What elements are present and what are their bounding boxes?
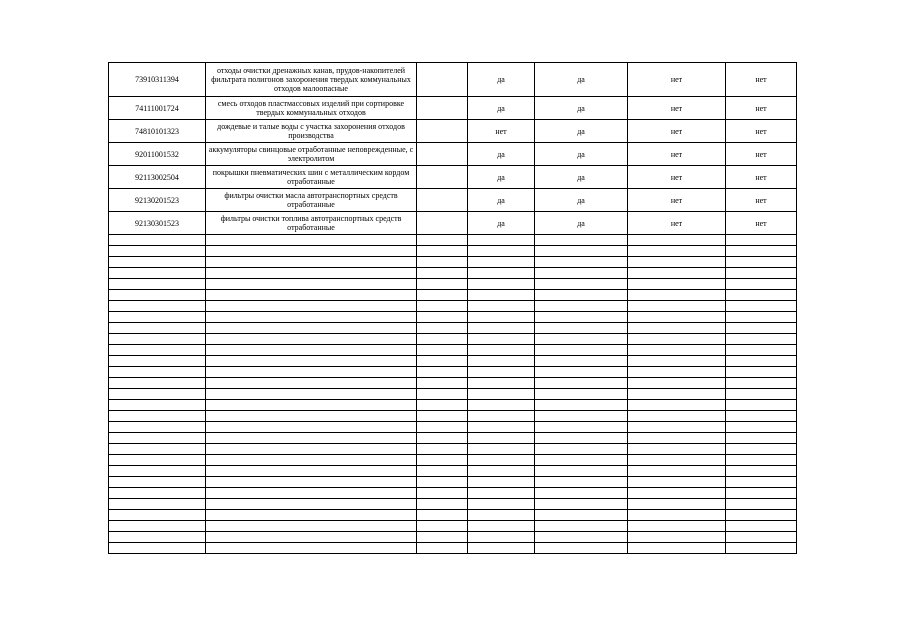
empty-cell — [628, 499, 726, 510]
empty-cell — [468, 532, 535, 543]
empty-cell — [206, 411, 417, 422]
value-cell: да — [535, 97, 628, 120]
value-cell: нет — [726, 63, 797, 97]
value-cell: нет — [628, 143, 726, 166]
empty-cell — [417, 521, 468, 532]
empty-cell — [535, 312, 628, 323]
empty-cell — [206, 543, 417, 554]
empty-row — [109, 411, 797, 422]
empty-row — [109, 268, 797, 279]
empty-cell — [628, 532, 726, 543]
table-row — [109, 63, 797, 97]
value-cell — [417, 189, 468, 212]
empty-cell — [109, 499, 206, 510]
empty-cell — [109, 400, 206, 411]
empty-cell — [628, 378, 726, 389]
table-row — [109, 189, 797, 212]
empty-cell — [417, 477, 468, 488]
empty-cell — [535, 466, 628, 477]
empty-cell — [109, 411, 206, 422]
empty-cell — [109, 312, 206, 323]
empty-cell — [535, 532, 628, 543]
empty-cell — [726, 356, 797, 367]
empty-cell — [628, 268, 726, 279]
empty-row — [109, 532, 797, 543]
empty-cell — [535, 488, 628, 499]
waste-code-cell: 74810101323 — [109, 120, 206, 143]
table-row — [109, 166, 797, 189]
empty-cell — [109, 510, 206, 521]
empty-cell — [468, 411, 535, 422]
empty-cell — [726, 246, 797, 257]
empty-cell — [468, 301, 535, 312]
empty-cell — [206, 257, 417, 268]
empty-cell — [468, 367, 535, 378]
empty-cell — [726, 411, 797, 422]
empty-cell — [417, 257, 468, 268]
empty-cell — [109, 356, 206, 367]
empty-row — [109, 488, 797, 499]
empty-cell — [628, 444, 726, 455]
empty-cell — [535, 290, 628, 301]
empty-cell — [726, 444, 797, 455]
empty-cell — [628, 301, 726, 312]
value-cell: да — [535, 189, 628, 212]
empty-cell — [726, 323, 797, 334]
value-cell: да — [535, 120, 628, 143]
empty-row — [109, 323, 797, 334]
empty-cell — [726, 279, 797, 290]
empty-cell — [726, 257, 797, 268]
empty-cell — [628, 422, 726, 433]
empty-cell — [468, 455, 535, 466]
empty-cell — [535, 257, 628, 268]
empty-cell — [417, 411, 468, 422]
empty-row — [109, 433, 797, 444]
empty-cell — [468, 389, 535, 400]
empty-cell — [535, 378, 628, 389]
empty-cell — [628, 400, 726, 411]
empty-cell — [628, 543, 726, 554]
empty-cell — [468, 466, 535, 477]
empty-cell — [206, 334, 417, 345]
table-row — [109, 120, 797, 143]
empty-cell — [628, 477, 726, 488]
empty-cell — [726, 521, 797, 532]
empty-row — [109, 257, 797, 268]
empty-cell — [206, 312, 417, 323]
empty-cell — [468, 246, 535, 257]
value-cell: нет — [628, 97, 726, 120]
empty-cell — [206, 356, 417, 367]
empty-cell — [468, 356, 535, 367]
waste-name-cell: смесь отходов пластмассовых изделий при сортировке твердых коммунальных отходов — [206, 97, 417, 120]
empty-cell — [109, 345, 206, 356]
empty-cell — [535, 444, 628, 455]
empty-row — [109, 422, 797, 433]
value-cell: нет — [726, 120, 797, 143]
value-cell: нет — [468, 120, 535, 143]
empty-row — [109, 455, 797, 466]
value-cell: нет — [628, 166, 726, 189]
empty-row — [109, 378, 797, 389]
empty-cell — [535, 499, 628, 510]
empty-row — [109, 334, 797, 345]
empty-cell — [109, 521, 206, 532]
waste-name-cell: аккумуляторы свинцовые отработанные неповрежденные, с электролитом — [206, 143, 417, 166]
empty-cell — [109, 532, 206, 543]
empty-cell — [535, 279, 628, 290]
empty-cell — [726, 543, 797, 554]
empty-cell — [468, 345, 535, 356]
empty-cell — [468, 521, 535, 532]
empty-cell — [628, 411, 726, 422]
empty-cell — [417, 532, 468, 543]
empty-cell — [726, 268, 797, 279]
empty-row — [109, 521, 797, 532]
empty-cell — [535, 400, 628, 411]
empty-cell — [468, 257, 535, 268]
value-cell — [417, 166, 468, 189]
empty-cell — [535, 356, 628, 367]
empty-cell — [206, 488, 417, 499]
value-cell — [417, 212, 468, 235]
value-cell: да — [535, 166, 628, 189]
empty-cell — [535, 246, 628, 257]
empty-cell — [109, 466, 206, 477]
value-cell: нет — [628, 120, 726, 143]
empty-row — [109, 510, 797, 521]
empty-cell — [628, 466, 726, 477]
empty-cell — [535, 268, 628, 279]
empty-cell — [726, 488, 797, 499]
empty-row — [109, 543, 797, 554]
empty-cell — [206, 433, 417, 444]
empty-cell — [417, 301, 468, 312]
empty-cell — [726, 235, 797, 246]
value-cell: нет — [726, 212, 797, 235]
empty-row — [109, 301, 797, 312]
empty-cell — [468, 290, 535, 301]
value-cell: нет — [628, 212, 726, 235]
empty-cell — [468, 433, 535, 444]
value-cell: да — [468, 97, 535, 120]
empty-row — [109, 235, 797, 246]
empty-cell — [468, 543, 535, 554]
value-cell — [417, 143, 468, 166]
empty-cell — [535, 411, 628, 422]
empty-cell — [417, 279, 468, 290]
value-cell: да — [535, 212, 628, 235]
empty-row — [109, 444, 797, 455]
empty-row — [109, 356, 797, 367]
empty-cell — [417, 499, 468, 510]
empty-row — [109, 367, 797, 378]
empty-cell — [417, 455, 468, 466]
empty-row — [109, 290, 797, 301]
waste-code-cell: 92130201523 — [109, 189, 206, 212]
empty-row — [109, 246, 797, 257]
empty-cell — [628, 312, 726, 323]
empty-cell — [535, 521, 628, 532]
empty-cell — [109, 367, 206, 378]
value-cell: да — [468, 189, 535, 212]
empty-row — [109, 499, 797, 510]
empty-cell — [417, 367, 468, 378]
empty-cell — [109, 433, 206, 444]
empty-row — [109, 279, 797, 290]
empty-cell — [109, 477, 206, 488]
empty-cell — [109, 257, 206, 268]
empty-cell — [628, 433, 726, 444]
empty-cell — [628, 389, 726, 400]
value-cell: нет — [628, 189, 726, 212]
empty-cell — [206, 510, 417, 521]
empty-cell — [628, 356, 726, 367]
empty-cell — [535, 235, 628, 246]
empty-cell — [206, 235, 417, 246]
waste-name-cell: фильтры очистки масла автотранспортных средств отработанные — [206, 189, 417, 212]
waste-code-cell: 74111001724 — [109, 97, 206, 120]
value-cell: да — [535, 143, 628, 166]
empty-cell — [628, 246, 726, 257]
empty-cell — [468, 378, 535, 389]
empty-cell — [417, 290, 468, 301]
empty-cell — [109, 246, 206, 257]
empty-cell — [417, 543, 468, 554]
empty-cell — [726, 400, 797, 411]
value-cell: да — [468, 212, 535, 235]
value-cell: нет — [726, 166, 797, 189]
empty-cell — [628, 257, 726, 268]
empty-cell — [109, 334, 206, 345]
empty-cell — [109, 301, 206, 312]
empty-cell — [206, 477, 417, 488]
empty-cell — [109, 323, 206, 334]
empty-cell — [468, 279, 535, 290]
empty-cell — [417, 323, 468, 334]
empty-cell — [417, 246, 468, 257]
empty-cell — [417, 466, 468, 477]
empty-cell — [417, 422, 468, 433]
empty-cell — [206, 422, 417, 433]
empty-cell — [417, 378, 468, 389]
empty-cell — [726, 389, 797, 400]
empty-cell — [726, 290, 797, 301]
empty-cell — [206, 323, 417, 334]
empty-cell — [535, 543, 628, 554]
empty-row — [109, 477, 797, 488]
empty-cell — [417, 444, 468, 455]
empty-cell — [628, 521, 726, 532]
empty-cell — [535, 334, 628, 345]
empty-cell — [206, 532, 417, 543]
empty-cell — [468, 334, 535, 345]
empty-cell — [109, 422, 206, 433]
empty-cell — [468, 400, 535, 411]
value-cell: нет — [628, 63, 726, 97]
empty-cell — [628, 290, 726, 301]
empty-cell — [109, 455, 206, 466]
value-cell — [417, 63, 468, 97]
empty-row — [109, 389, 797, 400]
empty-cell — [206, 268, 417, 279]
waste-code-cell: 92113002504 — [109, 166, 206, 189]
empty-cell — [206, 279, 417, 290]
empty-cell — [726, 334, 797, 345]
empty-cell — [468, 488, 535, 499]
table-row — [109, 97, 797, 120]
empty-cell — [535, 389, 628, 400]
value-cell: нет — [726, 143, 797, 166]
empty-cell — [726, 345, 797, 356]
empty-cell — [535, 477, 628, 488]
empty-cell — [726, 532, 797, 543]
empty-cell — [726, 499, 797, 510]
empty-cell — [468, 422, 535, 433]
empty-cell — [468, 477, 535, 488]
empty-cell — [628, 323, 726, 334]
empty-cell — [628, 334, 726, 345]
empty-cell — [535, 301, 628, 312]
empty-cell — [417, 356, 468, 367]
empty-cell — [628, 455, 726, 466]
waste-table — [108, 62, 797, 554]
empty-cell — [417, 488, 468, 499]
empty-cell — [726, 455, 797, 466]
empty-cell — [628, 235, 726, 246]
waste-name-cell: покрышки пневматических шин с металлическим кордом отработанные — [206, 166, 417, 189]
empty-cell — [206, 499, 417, 510]
empty-cell — [206, 389, 417, 400]
empty-row — [109, 466, 797, 477]
empty-cell — [206, 367, 417, 378]
empty-cell — [726, 301, 797, 312]
empty-row — [109, 312, 797, 323]
empty-cell — [535, 367, 628, 378]
empty-cell — [535, 433, 628, 444]
empty-cell — [206, 455, 417, 466]
empty-cell — [417, 345, 468, 356]
empty-cell — [726, 433, 797, 444]
value-cell: да — [468, 143, 535, 166]
value-cell — [417, 120, 468, 143]
empty-cell — [206, 246, 417, 257]
empty-cell — [535, 510, 628, 521]
value-cell: да — [535, 63, 628, 97]
empty-cell — [535, 345, 628, 356]
empty-cell — [109, 268, 206, 279]
empty-cell — [417, 268, 468, 279]
waste-code-cell: 92011001532 — [109, 143, 206, 166]
value-cell: да — [468, 63, 535, 97]
empty-cell — [726, 466, 797, 477]
empty-cell — [417, 400, 468, 411]
value-cell: нет — [726, 97, 797, 120]
empty-cell — [726, 367, 797, 378]
empty-cell — [726, 422, 797, 433]
empty-cell — [628, 510, 726, 521]
waste-code-cell: 73910311394 — [109, 63, 206, 97]
empty-cell — [535, 455, 628, 466]
table-row — [109, 143, 797, 166]
empty-cell — [468, 499, 535, 510]
empty-row — [109, 400, 797, 411]
empty-cell — [628, 488, 726, 499]
empty-cell — [206, 400, 417, 411]
empty-cell — [109, 290, 206, 301]
empty-cell — [468, 312, 535, 323]
empty-cell — [109, 389, 206, 400]
waste-name-cell: фильтры очистки топлива автотранспортных средств отработанные — [206, 212, 417, 235]
empty-cell — [206, 345, 417, 356]
waste-name-cell: отходы очистки дренажных канав, прудов-накопителей фильтрата полигонов захоронения твердых коммунальных отходов малоопасные — [206, 63, 417, 97]
empty-cell — [206, 466, 417, 477]
empty-cell — [417, 389, 468, 400]
waste-name-cell: дождевые и талые воды с участка захоронения отходов производства — [206, 120, 417, 143]
empty-cell — [109, 543, 206, 554]
value-cell — [417, 97, 468, 120]
empty-cell — [726, 510, 797, 521]
empty-cell — [535, 323, 628, 334]
empty-cell — [468, 268, 535, 279]
value-cell: да — [468, 166, 535, 189]
empty-cell — [535, 422, 628, 433]
empty-cell — [109, 235, 206, 246]
empty-cell — [109, 444, 206, 455]
empty-cell — [726, 312, 797, 323]
empty-cell — [417, 510, 468, 521]
empty-cell — [417, 312, 468, 323]
empty-cell — [628, 367, 726, 378]
empty-cell — [468, 323, 535, 334]
waste-code-cell: 92130301523 — [109, 212, 206, 235]
empty-cell — [628, 279, 726, 290]
table-row — [109, 212, 797, 235]
empty-cell — [206, 301, 417, 312]
empty-cell — [109, 378, 206, 389]
empty-cell — [468, 444, 535, 455]
empty-cell — [726, 477, 797, 488]
empty-cell — [109, 488, 206, 499]
value-cell: нет — [726, 189, 797, 212]
empty-row — [109, 345, 797, 356]
empty-cell — [417, 334, 468, 345]
empty-cell — [206, 444, 417, 455]
empty-cell — [417, 235, 468, 246]
empty-cell — [628, 345, 726, 356]
empty-cell — [468, 235, 535, 246]
empty-cell — [417, 433, 468, 444]
empty-cell — [206, 290, 417, 301]
empty-cell — [109, 279, 206, 290]
empty-cell — [206, 378, 417, 389]
empty-cell — [726, 378, 797, 389]
empty-cell — [468, 510, 535, 521]
empty-cell — [206, 521, 417, 532]
